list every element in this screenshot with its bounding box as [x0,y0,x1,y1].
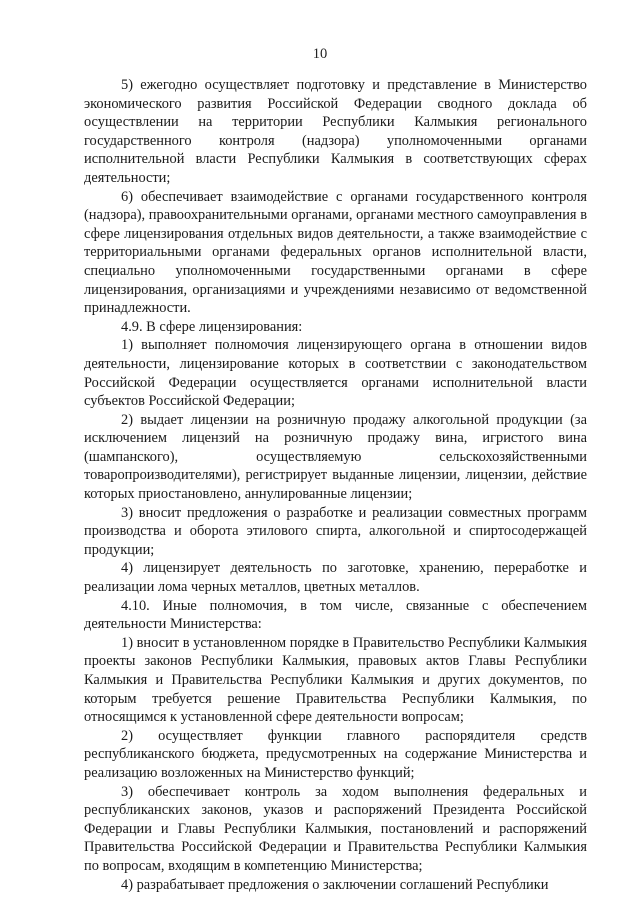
paragraph-other-1: 1) вносит в установленном порядке в Правительство Республики Калмыкия проекты законов Республики Калмыкия, правовых актов Главы Республики Калмыкия и Правительства Республики Калмыкия и других документов, по которым требуется решение Правительства Республики Калмыкия, по относящимся к установленной сфере деятельности вопросам; [84,634,587,726]
paragraph-5-annual-report: 5) ежегодно осуществляет подготовку и представление в Министерство экономического развития Российской Федерации сводного доклада об осуществлении на территории Республики Калмыкия регионального государственного контроля (надзора) уполномоченными органами исполнительной власти Республики Калмыкия в соответствующих сферах деятельности; [84,77,587,186]
document-body [84,76,587,894]
paragraph-6-interaction: 6) обеспечивает взаимодействие с органами государственного контроля (надзора), правоохранительными органами, органами местного самоуправления в сфере лицензирования отдельных видов деятельности, а также взаимодействие с территориальными органами федеральных органов исполнительной власти, специально уполномоченными государственными органами в сфере лицензирования, организациями и учреждениями независимо от ведомственной принадлежности. [84,188,587,317]
paragraph-licensing-4: 4) лицензирует деятельность по заготовке, хранению, переработке и реализации лома черных металлов, цветных металлов. [84,560,587,596]
paragraph-licensing-2: 2) выдает лицензии на розничную продажу алкогольной продукции (за исключением лицензий на розничную продажу вина, игристого вина (шампанского), осуществляемую сельскохозяйственными товаропроизводителями), регистрирует выданные лицензии, лицензии, действие которых приостановлено, аннулированные лицензии; [84,411,587,503]
paragraph-other-4: 4) разрабатывает предложения о заключении соглашений Республики [121,876,549,893]
paragraph-other-2: 2) осуществляет функции главного распорядителя средств республиканского бюджета, предусмотренных на содержание Министерства и реализацию возложенных на Министерство функций; [84,727,587,781]
paragraph-other-3: 3) обеспечивает контроль за ходом выполнения федеральных и республиканских законов, указов и распоряжений Президента Российской Федерации и Главы Республики Калмыкия, постановлений и распоряжений Правительства Российской Федерации и Правительства Республики Калмыкия по вопросам, входящим в компетенцию Министерства; [84,783,587,874]
page-number: 10 [312,46,328,62]
paragraph-licensing-3: 3) вносит предложения о разработке и реализации совместных программ производства и оборота этилового спирта, алкогольной и спиртосодержащей продукции; [84,504,587,558]
section-heading-4-10: 4.10. Иные полномочия, в том числе, связанные с обеспечением деятельности Министерства: [84,597,587,633]
section-heading-4-9: 4.9. В сфере лицензирования: [121,318,303,335]
paragraph-licensing-1: 1) выполняет полномочия лицензирующего органа в отношении видов деятельности, лицензирование которых в соответствии с законодательством Российской Федерации осуществляется органами исполнительной власти субъектов Российской Федерации; [84,337,587,410]
